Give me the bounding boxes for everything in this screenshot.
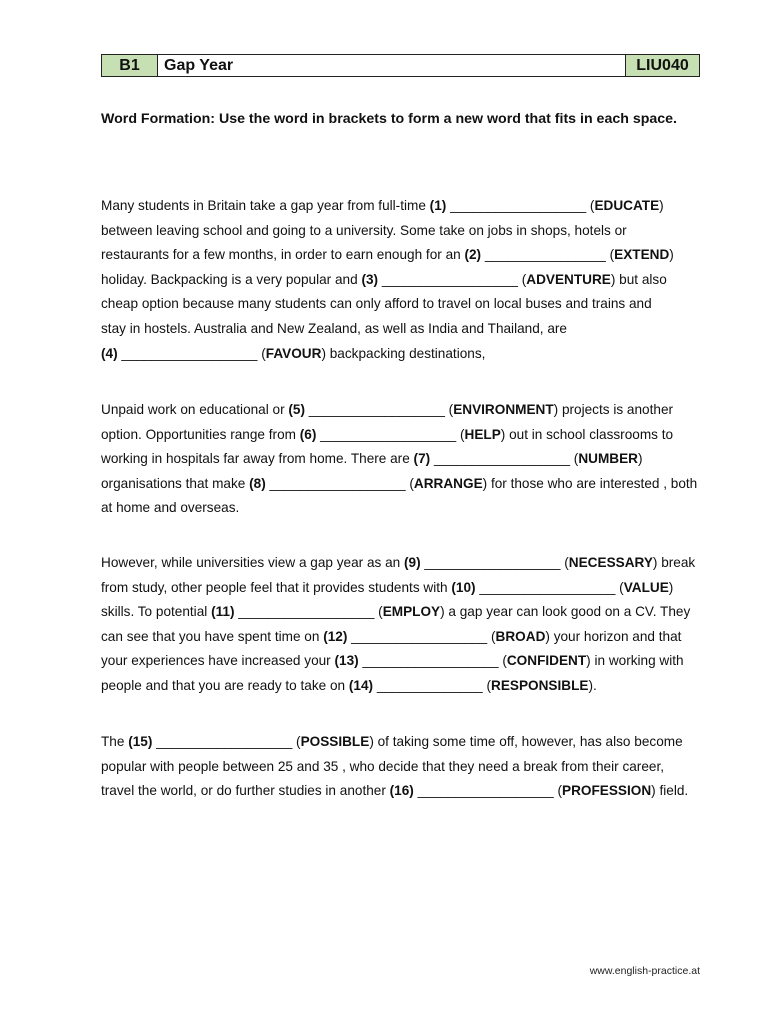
text-segment: holiday. Backpacking is a very popular and — [101, 271, 362, 287]
text-segment: ) break — [652, 555, 696, 570]
text-segment: ) your horizon and that — [545, 628, 682, 644]
text-segment: ) out in school classrooms to — [500, 426, 674, 442]
text-line — [101, 551, 711, 576]
text-segment: popular with people between 25 and 35 , who decide that they need a break from their career, — [101, 758, 664, 774]
text-segment: __________________ ( — [413, 783, 563, 799]
base-word: ENVIRONMENT — [453, 402, 554, 417]
text-line — [101, 472, 711, 497]
gap-number: (1) — [429, 198, 447, 213]
text-line — [101, 779, 711, 804]
text-segment: restaurants for a few months, in order to earn enough for an — [101, 247, 465, 263]
base-word: PROFESSION — [562, 783, 652, 799]
text-segment: cheap option because many students can only afford to travel on local buses and trains and — [101, 296, 652, 312]
paragraph-3 — [101, 551, 711, 699]
text-segment: ) of taking some time off, however, has also become — [369, 734, 683, 749]
gap-number: (7) — [413, 451, 431, 467]
text-segment: __________________ ( — [358, 653, 507, 669]
gap-number: (2) — [464, 247, 482, 263]
text-line — [101, 600, 711, 625]
base-word: CONFIDENT — [506, 653, 587, 669]
text-segment: ______________ ( — [373, 677, 492, 693]
text-segment: __________________ ( — [347, 628, 496, 644]
text-line — [101, 219, 711, 244]
text-segment: __________________ ( — [305, 402, 454, 417]
text-segment: Many students in Britain take a gap year from full-time — [101, 198, 430, 213]
text-line — [101, 625, 711, 650]
text-segment: ) a gap year can look good on a CV. They — [440, 604, 691, 620]
paragraph-2 — [101, 398, 711, 521]
level-badge: B1 — [102, 55, 158, 76]
footer-url: www.english-practice.at — [589, 965, 700, 977]
text-line — [101, 194, 711, 219]
text-line — [101, 317, 711, 342]
text-segment: can see that you have spent time on — [101, 628, 324, 644]
text-segment: __________________ ( — [117, 345, 266, 361]
text-line — [101, 730, 711, 755]
base-word: NUMBER — [578, 451, 639, 467]
text-segment: ________________ ( — [481, 247, 615, 263]
worksheet-code: LIU040 — [625, 55, 699, 76]
text-segment: The — [101, 734, 129, 749]
text-segment: __________________ ( — [430, 451, 579, 467]
text-segment: ) backpacking destinations, — [321, 345, 486, 361]
text-segment: travel the world, or do further studies in another — [101, 783, 390, 799]
text-segment: people and that you are ready to take on — [101, 677, 349, 693]
text-segment: ) but also — [610, 271, 667, 287]
gap-number: (4) — [101, 345, 118, 361]
text-segment: between leaving school and going to a university. Some take on jobs in shops, hotels or — [101, 222, 627, 238]
text-segment: option. Opportunities range from — [101, 426, 300, 442]
text-line — [101, 447, 711, 472]
text-line — [101, 576, 711, 601]
text-segment: organisations that make — [101, 475, 250, 491]
text-segment: __________________ ( — [234, 604, 383, 620]
text-segment: ). — [588, 677, 597, 693]
paragraph-4 — [101, 730, 711, 804]
base-word: EDUCATE — [594, 198, 660, 213]
instructions: Word Formation: Use the word in brackets to form a new word that fits in each space. — [101, 111, 677, 127]
base-word: ARRANGE — [413, 475, 483, 491]
text-line — [101, 268, 711, 293]
text-line — [101, 342, 711, 367]
header-table — [101, 54, 700, 77]
gap-number: (14) — [348, 677, 374, 693]
gap-number: (13) — [334, 653, 359, 669]
gap-number: (16) — [389, 783, 414, 799]
text-segment: ) — [659, 198, 664, 213]
text-segment: ) — [668, 579, 674, 595]
base-word: ADVENTURE — [526, 271, 611, 287]
text-line — [101, 674, 711, 699]
base-word: NECESSARY — [568, 555, 653, 570]
text-line — [101, 423, 711, 448]
gap-number: (15) — [128, 734, 153, 749]
text-segment: __________________ ( — [378, 271, 527, 287]
text-segment: __________________ ( — [475, 579, 624, 595]
text-segment: __________________ ( — [420, 555, 569, 570]
base-word: HELP — [464, 426, 501, 442]
gap-number: (3) — [361, 271, 379, 287]
text-segment: However, while universities view a gap year as an — [101, 555, 404, 570]
text-segment: ) — [669, 247, 674, 263]
text-segment: Unpaid work on educational or — [101, 402, 289, 417]
base-word: RESPONSIBLE — [491, 677, 589, 693]
gap-number: (6) — [299, 426, 317, 442]
gap-number: (10) — [451, 579, 476, 595]
text-line — [101, 649, 711, 674]
text-segment: ) for those who are interested , both — [482, 475, 698, 491]
gap-number: (9) — [404, 555, 421, 570]
text-segment: ) projects is another — [553, 402, 674, 417]
text-segment: __________________ ( — [446, 198, 595, 213]
base-word: EMPLOY — [382, 604, 441, 620]
text-segment: __________________ ( — [152, 734, 301, 749]
text-line — [101, 292, 711, 317]
base-word: BROAD — [495, 628, 546, 644]
page-title: Gap Year — [158, 55, 625, 76]
text-segment: at home and overseas. — [101, 500, 240, 516]
text-segment: your experiences have increased your — [101, 653, 335, 669]
text-segment: from study, other people feel that it provides students with — [101, 579, 452, 595]
text-line — [101, 398, 711, 423]
text-segment: skills. To potential — [101, 604, 212, 620]
text-line — [101, 496, 711, 521]
text-line — [101, 755, 711, 780]
text-segment: __________________ ( — [316, 426, 465, 442]
text-segment: __________________ ( — [265, 475, 414, 491]
gap-number: (12) — [323, 628, 348, 644]
gap-number: (8) — [249, 475, 266, 491]
gap-number: (11) — [211, 604, 235, 620]
gap-number: (5) — [288, 402, 306, 417]
text-segment: ) in working with — [586, 653, 684, 669]
text-segment: ) — [638, 451, 643, 467]
text-segment: stay in hostels. Australia and New Zealand, as well as India and Thailand, are — [101, 320, 567, 336]
text-line — [101, 243, 711, 268]
base-word: POSSIBLE — [300, 734, 370, 749]
paragraph-1 — [101, 194, 711, 366]
base-word: FAVOUR — [265, 345, 322, 361]
base-word: EXTEND — [614, 247, 670, 263]
text-segment: ) field. — [651, 783, 689, 799]
text-segment: working in hospitals far away from home. There are — [101, 451, 414, 467]
base-word: VALUE — [623, 579, 669, 595]
